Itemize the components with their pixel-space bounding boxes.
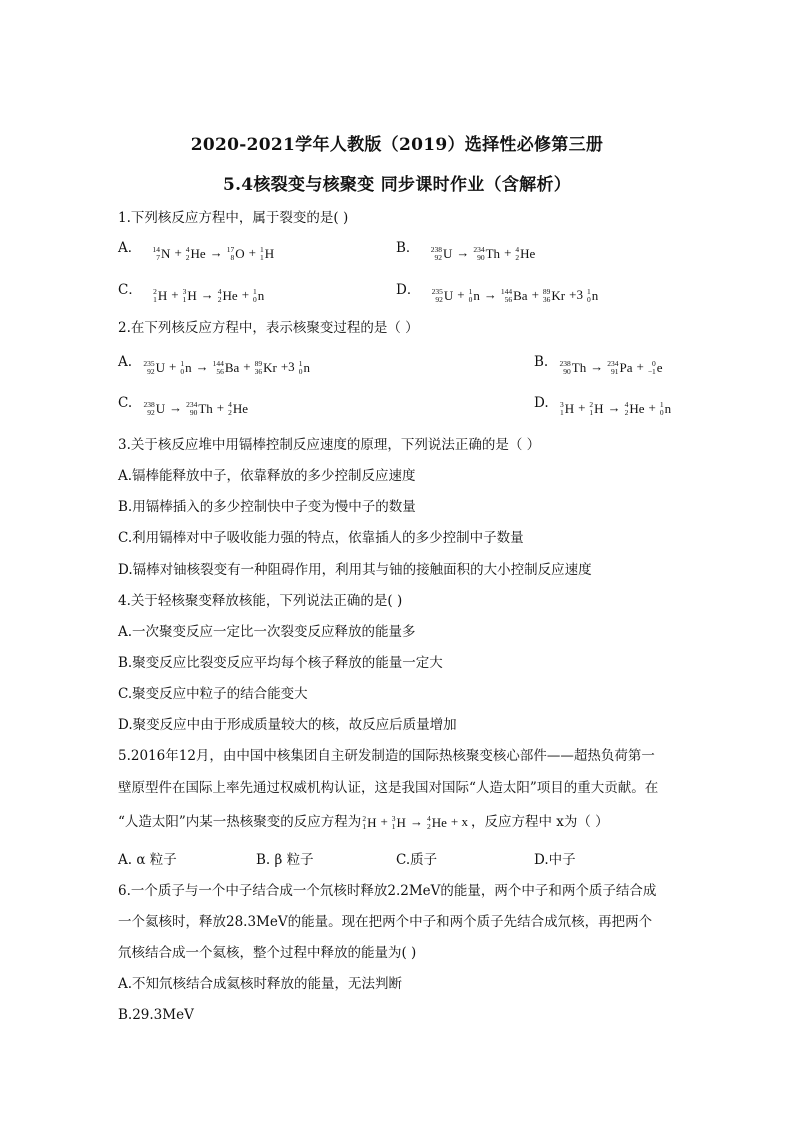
nuclide: 3 1 H [391, 814, 406, 832]
nuclide: 2 1 H [153, 287, 168, 305]
nuclide: 89 36 Kr [254, 359, 277, 377]
nuclide: 234 90 Th [473, 245, 501, 263]
q5-stem-line1: 5.2016年12月，由中国中核集团自主研发制造的国际热核聚变核心部件——超热负荷第一 [118, 748, 655, 764]
q2-option-d[interactable]: D. 3 1 H + 2 1 H → 4 2 He + 1 0 n [534, 395, 672, 418]
reaction-arrow: → [483, 287, 497, 302]
q2-option-a[interactable]: A. 235 92 U + 1 0 n → 144 56 Ba + 89 36 Kr +3 1 0 n [118, 354, 310, 377]
q3-option-c[interactable]: C.利用镉棒对中子吸收能力强的特点，依靠插人的多少控制中子数量 [118, 530, 524, 546]
reaction-arrow: → [209, 245, 223, 260]
nuclide: 4 2 He [185, 245, 206, 263]
q5-stem-line3-pre: “人造太阳”内某一热核聚变的反应方程为 [118, 814, 362, 830]
q2-option-b[interactable]: B. 238 90 Th → 234 91 Pa + 0 −1 e [534, 354, 663, 377]
q6-stem-line3: 氘核结合成一个氦核，整个过程中释放的能量为( ) [118, 945, 417, 961]
q3-option-d[interactable]: D.镉棒对铀核裂变有一种阻碍作用，利用其与铀的接触面积的大小控制反应速度 [118, 562, 592, 578]
q5-option-c[interactable]: C.质子 [396, 852, 438, 868]
nuclide: 1 0 n [253, 287, 265, 305]
nuclide: 4 2 He [228, 400, 249, 418]
nuclide: 3 1 H [559, 400, 575, 418]
q6-option-a[interactable]: A.不知氘核结合成氦核时释放的能量，无法判断 [118, 976, 403, 992]
q4-stem: 4.关于轻核聚变释放核能，下列说法正确的是( ) [118, 593, 403, 609]
nuclide: 89 36 Kr [542, 287, 566, 305]
nuclide: 17 8 O [226, 245, 245, 263]
q1-option-c-label: C． [118, 282, 142, 298]
nuclide: 238 90 Th [559, 359, 587, 377]
reaction-arrow: → [409, 814, 423, 829]
nuclide: 238 92 U [143, 400, 166, 418]
q5-option-b[interactable]: B. β 粒子 [256, 852, 314, 868]
nuclide: 144 56 Ba [212, 359, 240, 377]
nuclide: 14 7 N [152, 245, 171, 263]
q6-stem-line2: 一个氦核时，释放28.3MeV的能量。现在把两个中子和两个质子先结合成氘核，再把两个 [118, 914, 653, 930]
q5-stem-line2: 壁原型件在国际上率先通过权威机构认证，这是我国对国际“人造太阳”项目的重大贡献。在 [118, 780, 659, 796]
nuclide: 234 90 Th [186, 400, 213, 418]
nuclide: 1 0 n [586, 287, 599, 305]
reaction-arrow: → [456, 245, 470, 260]
q6-stem-line1: 6.一个质子与一个中子结合成一个氘核时释放2.2MeV的能量，两个中子和两个质子结合成 [118, 883, 657, 899]
q4-option-c[interactable]: C.聚变反应中粒子的结合能变大 [118, 686, 308, 702]
nuclide: 4 2 He [624, 400, 645, 418]
q2-option-c-label: C. [118, 395, 133, 411]
reaction-arrow: → [200, 287, 214, 302]
nuclide: 238 92 U [430, 245, 453, 263]
document-subtitle: 5.4核裂变与核聚变 同步课时作业（含解析） [222, 175, 572, 195]
document-title: 2020-2021学年人教版（2019）选择性必修第三册 [190, 135, 604, 155]
q2-stem: 2.在下列核反应方程中，表示核聚变过程的是（ ） [118, 320, 419, 336]
q1-option-d-label: D． [396, 282, 421, 298]
nuclide: 2 1 H [589, 400, 604, 418]
q2-option-c[interactable]: C. 238 92 U → 234 90 Th + 4 2 He [118, 395, 249, 418]
nuclide: 1 0 n [659, 400, 672, 418]
q2-option-a-label: A. [118, 354, 133, 370]
nuclide: 1 0 n [468, 287, 480, 305]
nuclide: 4 2 He [426, 814, 447, 832]
nuclide: 4 2 He [217, 287, 238, 305]
nuclide: 144 56 Ba [500, 287, 528, 305]
q3-stem: 3.关于核反应堆中用镉棒控制反应速度的原理，下列说法正确的是（ ） [118, 437, 541, 453]
q4-option-b[interactable]: B.聚变反应比裂变反应平均每个核子释放的能量一定大 [118, 655, 443, 671]
nuclide: 1 1 H [259, 245, 275, 263]
q1-stem: 1.下列核反应方程中，属于裂变的是( ) [118, 210, 349, 226]
q1-option-a[interactable]: A． 14 7 N + 4 2 He → 17 8 O + 1 1 H [118, 240, 275, 263]
q5-equation: 2 1 H + 3 1 H → 4 2 He + x [362, 814, 468, 832]
q5-option-d[interactable]: D.中子 [534, 852, 576, 868]
q4-option-d[interactable]: D.聚变反应中由于形成质量较大的核，故反应后质量增加 [118, 717, 457, 733]
reaction-arrow: → [195, 359, 209, 374]
q6-option-b[interactable]: B.29.3MeV [118, 1007, 194, 1023]
nuclide: 235 92 U [143, 359, 165, 377]
nuclide: 1 0 n [180, 359, 192, 377]
q5-option-a[interactable]: A. α 粒子 [118, 852, 177, 868]
nuclide: 0 −1 e [647, 359, 663, 377]
reaction-arrow: → [607, 400, 621, 415]
nuclide: 3 1 H [182, 287, 197, 305]
nuclide: 1 0 n [298, 359, 310, 377]
nuclide: 235 92 U [431, 287, 454, 305]
q3-option-b[interactable]: B.用镉棒插入的多少控制快中子变为慢中子的数量 [118, 499, 416, 515]
reaction-arrow: → [590, 359, 604, 374]
q1-option-b[interactable]: B． 238 92 U → 234 90 Th + 4 2 He [396, 240, 536, 263]
q5-stem-line3 [118, 812, 678, 833]
q3-option-a[interactable]: A.镉棒能释放中子，依靠释放的多少控制反应速度 [118, 468, 416, 484]
reaction-arrow: → [169, 400, 183, 415]
q5-stem-line3-post: ，反应方程中 x为（ ） [470, 814, 609, 830]
q4-option-a[interactable]: A.一次聚变反应一定比一次裂变反应释放的能量多 [118, 624, 416, 640]
q1-option-b-label: B． [396, 240, 420, 256]
q1-option-c[interactable]: C． 2 1 H + 3 1 H → 4 2 He + 1 0 n [118, 282, 265, 305]
q1-option-a-label: A． [118, 240, 142, 256]
nuclide: 2 1 H [362, 814, 377, 832]
q1-option-d[interactable]: D． 235 92 U + 1 0 n → 144 56 Ba + 89 36 Kr +3 1 0 n [396, 282, 599, 305]
nuclide: 234 91 Pa [607, 359, 633, 377]
q2-option-d-label: D. [534, 395, 549, 411]
q2-option-b-label: B. [534, 354, 549, 370]
nuclide: 4 2 He [515, 245, 536, 263]
